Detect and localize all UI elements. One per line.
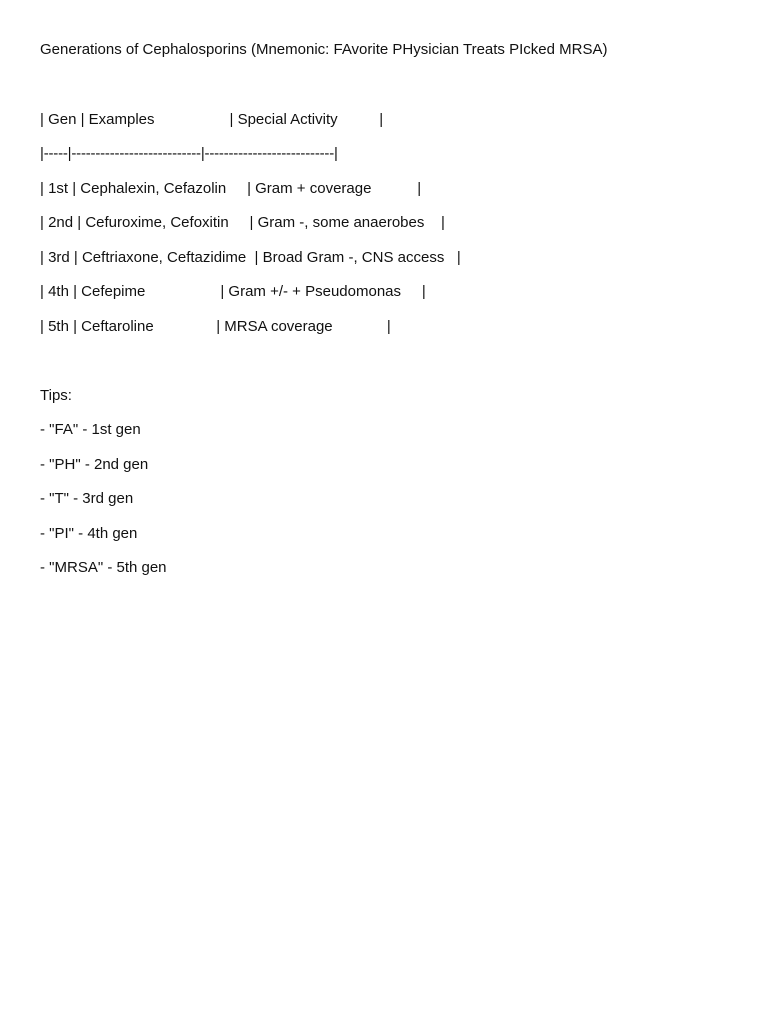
- tip-item: - "MRSA" - 5th gen: [40, 559, 167, 576]
- table-row-2nd: | 2nd | Cefuroxime, Cefoxitin | Gram -, some anaerobes |: [40, 214, 445, 231]
- tip-item: - "PI" - 4th gen: [40, 525, 138, 542]
- tip-item: - "PH" - 2nd gen: [40, 456, 149, 473]
- table-row-3rd: | 3rd | Ceftriaxone, Ceftazidime | Broad Gram -, CNS access |: [40, 249, 461, 266]
- table-row-1st: | 1st | Cephalexin, Cefazolin | Gram + coverage |: [40, 180, 422, 197]
- table-row-5th: | 5th | Ceftaroline | MRSA coverage |: [40, 318, 391, 335]
- table-header-line: | Gen | Examples | Special Activity |: [40, 111, 384, 128]
- document-title: Generations of Cephalosporins (Mnemonic: FAvorite PHysician Treats PIcked MRSA): [40, 41, 608, 58]
- table-row-4th: | 4th | Cefepime | Gram +/- + Pseudomonas |: [40, 283, 426, 300]
- tip-item: - "FA" - 1st gen: [40, 421, 141, 438]
- tips-heading: Tips:: [40, 387, 72, 404]
- tip-item: - "T" - 3rd gen: [40, 490, 134, 507]
- table-separator-line: |-----|---------------------------|---------------------------|: [40, 145, 338, 162]
